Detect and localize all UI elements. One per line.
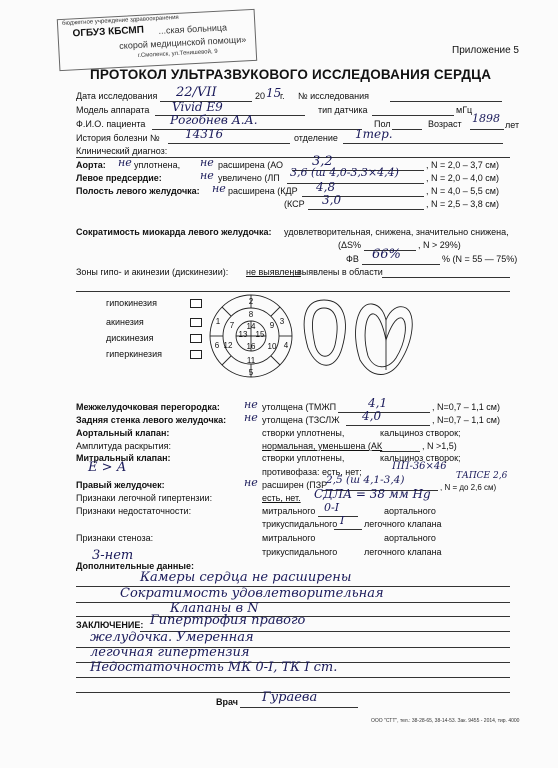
- lv-hw-not: не: [212, 182, 226, 195]
- ds-label: (ΔS%: [338, 240, 362, 250]
- ef-value: 66%: [372, 247, 401, 262]
- ins-pulm: легочного клапана: [364, 519, 442, 529]
- aorta-text2: расширена (АО: [218, 160, 284, 170]
- amp-text: нормальная, уменьшена (АК: [262, 441, 383, 451]
- ivs-label: Межжелудочковая перегородка:: [76, 402, 220, 412]
- la-value: 3,6 (ш 4,0-3,3×4,4): [290, 166, 399, 179]
- rv-label: Правый желудочек:: [76, 480, 165, 490]
- sten-label: Признаки стеноза:: [76, 533, 154, 543]
- aorta-text1: уплотнена,: [134, 160, 181, 170]
- lv-ksr-value: 3,0: [322, 193, 342, 207]
- heart-segments-diagram: [200, 290, 420, 390]
- date-value: 22/VII: [176, 85, 217, 100]
- ef-norm: % (N = 55 — 75%): [442, 254, 518, 264]
- conclusion-line4: Недостаточность МК 0-I, ТК I ст.: [90, 660, 338, 675]
- la-norm: , N = 2,0 – 4,0 см): [426, 173, 499, 183]
- year-prefix: 20: [255, 91, 266, 101]
- legend-label-2: акинезия: [106, 317, 144, 327]
- extra-label: Дополнительные данные:: [76, 561, 194, 571]
- rv-text: расширен (ПЗР: [262, 480, 328, 490]
- ivs-text: утолщена (ТМЖП: [262, 402, 337, 412]
- patient-label: Ф.И.О. пациента: [76, 119, 146, 129]
- segment-2: 2: [248, 297, 254, 306]
- segment-6: 6: [214, 341, 220, 350]
- patient-value: Рогобнев А.А.: [170, 113, 258, 127]
- conclusion-label: ЗАКЛЮЧЕНИЕ:: [76, 620, 144, 630]
- mitral-hw: Е > А: [88, 460, 127, 475]
- diagnosis-label: Клинический диагноз:: [76, 146, 168, 156]
- organization-stamp: [57, 9, 257, 71]
- segment-14: 14: [246, 322, 256, 331]
- mitral-valve-calc: кальциноз створок;: [380, 453, 461, 463]
- segment-11: 11: [246, 356, 256, 365]
- printer-info: ООО "СТТ", тел.: 38-28-65, 38-14-53. Зак. 9455 - 2014, тир. 4000: [371, 718, 520, 724]
- legend-label-1: гипокинезия: [106, 298, 157, 308]
- history-label: История болезни №: [76, 133, 160, 143]
- amp-label: Амплитуда раскрытия:: [76, 441, 171, 451]
- ins-mitral-hw: 0-I: [324, 501, 340, 514]
- sensor-label: тип датчика: [318, 105, 368, 115]
- lv-text: расширена (КДР: [228, 186, 298, 196]
- rv-norm: , N = до 2,6 см): [440, 483, 497, 492]
- sten-tricus: трикуспидального: [262, 547, 338, 557]
- ivs-value: 4,1: [368, 396, 388, 410]
- ins-aortic: аортального: [384, 506, 436, 516]
- model-value: Vivid E9: [172, 100, 223, 114]
- sten-aortic: аортального: [384, 533, 436, 543]
- segment-10: 10: [267, 342, 277, 351]
- contract-options: удовлетворительная, снижена, значительно снижена,: [284, 227, 509, 237]
- sten-mitral: митрального: [262, 533, 316, 543]
- segment-13: 13: [238, 330, 248, 339]
- appendix-label: Приложение 5: [452, 45, 519, 56]
- conclusion-line1: Гипертрофия правого: [150, 613, 306, 628]
- sten-hw: 3-нет: [92, 548, 134, 563]
- antiphase-text: противофаза: есть, нет;: [262, 467, 362, 477]
- ins-mitral: митрального: [262, 506, 316, 516]
- antiphase-hw: ПП-36×46: [392, 461, 447, 472]
- department-value: 1тер.: [355, 127, 393, 141]
- conclusion-line2: желудочка. Умеренная: [90, 630, 254, 645]
- stamp-line2: ...ская больница: [158, 22, 228, 36]
- legend-label-4: гиперкинезия: [106, 349, 162, 359]
- lv-kdr-norm: , N = 4,0 – 5,5 см): [426, 186, 499, 196]
- lv-label: Полость левого желудочка:: [76, 186, 200, 196]
- ph-label: Признаки легочной гипертензии:: [76, 493, 213, 503]
- age-suffix: лет: [505, 120, 520, 130]
- aorta-hw-not1: не: [118, 156, 132, 169]
- segment-9: 9: [269, 321, 275, 330]
- zones-option-found: , выявлены в области: [292, 267, 383, 277]
- mitral-valve-text: створки уплотнены,: [262, 453, 345, 463]
- history-value: 14316: [185, 127, 224, 141]
- lv-ksr-label: (КСР: [284, 199, 305, 209]
- aortic-valve-calc: кальциноз створок;: [380, 428, 461, 438]
- segment-4: 4: [283, 341, 289, 350]
- contract-label: Сократимость миокарда левого желудочка:: [76, 227, 272, 237]
- ins-tricus-hw: I: [340, 514, 345, 527]
- rv-hw-not: не: [244, 476, 258, 489]
- sex-label: Пол: [374, 119, 391, 129]
- study-number-label: № исследования: [298, 91, 370, 101]
- stamp-line3: скорой медицинской помощи»: [118, 34, 247, 51]
- pw-norm: , N=0,7 – 1,1 см): [432, 415, 500, 425]
- segment-3: 3: [279, 317, 285, 326]
- aorta-label: Аорта:: [76, 160, 106, 170]
- rv-value: 2,5 (ш 4,1-3,4): [326, 474, 405, 486]
- la-label: Левое предсердие:: [76, 173, 162, 183]
- aortic-valve-label: Аортальный клапан:: [76, 428, 170, 438]
- la-text: увеличено (ЛП: [218, 173, 280, 183]
- segment-1: 1: [215, 317, 221, 326]
- pw-value: 4,0: [362, 409, 382, 423]
- department-label: отделение: [294, 133, 338, 143]
- ivs-hw-not: не: [244, 398, 258, 411]
- conclusion-line3: легочная гипертензия: [90, 645, 250, 660]
- stamp-org: ОГБУЗ КБСМП: [72, 24, 145, 40]
- extra-line2: Сократимость удовлетворительная: [120, 586, 384, 601]
- legend-label-3: дискинезия: [106, 333, 154, 343]
- rv-hw-tapse: ТАПСЕ 2,6: [456, 471, 508, 481]
- lv-ksr-norm: , N = 2,5 – 3,8 см): [426, 199, 499, 209]
- aortic-valve-text: створки уплотнены,: [262, 428, 345, 438]
- zones-label: Зоны гипо- и акинезии (дискинезии):: [76, 267, 229, 277]
- zones-option-none: не выявлены: [246, 267, 301, 277]
- ph-text: есть, нет.: [262, 493, 301, 503]
- aorta-norm: , N = 2,0 – 3,7 см): [426, 160, 499, 170]
- la-hw-not: не: [200, 169, 214, 182]
- year-suffix: г.: [280, 91, 285, 101]
- ins-label: Признаки недостаточности:: [76, 506, 192, 516]
- year-value: 15: [266, 86, 282, 100]
- age-label: Возраст: [428, 119, 462, 129]
- segment-5: 5: [248, 368, 254, 377]
- segment-7: 7: [229, 321, 235, 330]
- ds-norm: , N > 29%): [418, 240, 461, 250]
- stamp-line4: г.Смоленск, ул.Тенишевой, 9: [137, 48, 218, 60]
- page-title: ПРОТОКОЛ УЛЬТРАЗВУКОВОГО ИССЛЕДОВАНИЯ СЕРДЦА: [90, 67, 492, 82]
- stamp-line1: бюджетное учреждение здравоохранения: [61, 14, 179, 27]
- extra-line1: Камеры сердца не расширены: [140, 570, 352, 585]
- segment-8: 8: [248, 310, 254, 319]
- ph-hw: СДЛА = 38 мм Hg: [314, 487, 431, 501]
- segment-12: 12: [223, 341, 233, 350]
- doctor-label: Врач: [216, 697, 239, 707]
- sten-pulm: легочного клапана: [364, 547, 442, 557]
- ef-label: ФВ: [346, 254, 359, 264]
- pw-hw-not: не: [244, 411, 258, 424]
- segment-16: 16: [246, 342, 256, 351]
- ivs-norm: , N=0,7 – 1,1 см): [432, 402, 500, 412]
- amp-norm: , N >1,5): [422, 441, 457, 451]
- pw-label: Задняя стенка левого желудочка:: [76, 415, 227, 425]
- date-label: Дата исследования: [76, 91, 158, 101]
- age-value: 1898: [472, 112, 500, 125]
- model-label: Модель аппарата: [76, 105, 150, 115]
- mitral-valve-label: Митральный клапан:: [76, 453, 171, 463]
- aorta-value: 3,2: [312, 154, 333, 169]
- segment-15: 15: [255, 330, 265, 339]
- lv-kdr-value: 4,8: [316, 180, 336, 194]
- extra-line3: Клапаны в N: [170, 601, 259, 616]
- mhz-label: мГц: [456, 105, 473, 115]
- aorta-hw-not2: не: [200, 156, 214, 169]
- ins-tricus: трикуспидального: [262, 519, 338, 529]
- doctor-signature: Гураева: [262, 690, 318, 705]
- pw-text: утолщена (ТЗСЛЖ: [262, 415, 340, 425]
